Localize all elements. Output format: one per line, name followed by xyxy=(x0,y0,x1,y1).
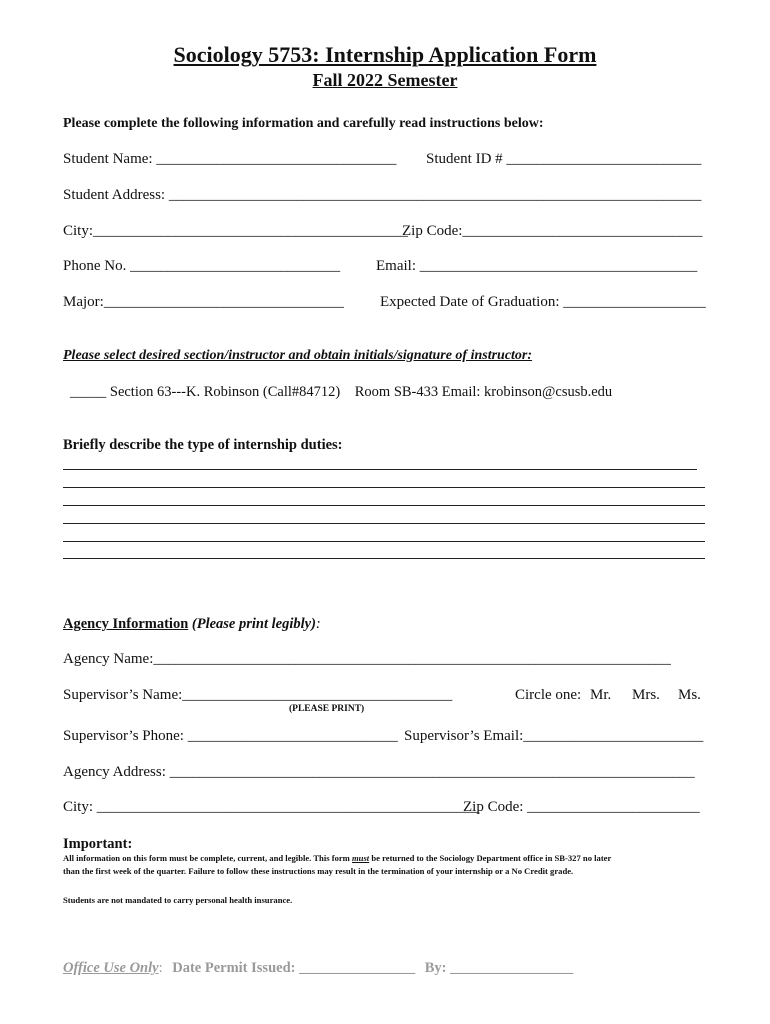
student-name-field[interactable]: Student Name: ________________________________ xyxy=(63,151,397,167)
duties-line-2[interactable] xyxy=(63,487,705,488)
duties-heading: Briefly describe the type of internship duties: xyxy=(63,437,343,453)
zip-code-field[interactable]: Zip Code:________________________________ xyxy=(402,223,703,239)
title-option-mr[interactable]: Mr. xyxy=(590,687,612,703)
student-id-field[interactable]: Student ID # __________________________ xyxy=(426,151,702,167)
section-heading: Please select desired section/instructor and obtain initials/signature of instructor: xyxy=(63,348,533,363)
issued-by-field[interactable]: By: _________________ xyxy=(424,960,574,976)
duties-line-1[interactable] xyxy=(63,469,697,470)
supervisor-phone-field[interactable]: Supervisor’s Phone: ____________________________ xyxy=(63,728,398,744)
important-line-2: than the first week of the quarter. Failure to follow these instructions may result in the termination of your internship or a No Credit grade. xyxy=(63,866,574,876)
duties-line-4[interactable] xyxy=(63,523,705,524)
office-use-row xyxy=(63,960,573,977)
student-address-field[interactable]: Student Address: _______________________________________________________________________ xyxy=(63,187,702,203)
date-permit-issued-field[interactable]: Date Permit Issued: ________________ xyxy=(172,960,416,976)
office-use-label: Office Use Only xyxy=(63,960,159,976)
agency-city-field[interactable]: City: ___________________________________________________ xyxy=(63,799,480,815)
agency-heading: Agency Information xyxy=(63,616,189,632)
please-print-note: (PLEASE PRINT) xyxy=(289,704,365,714)
agency-heading-note: (Please print legibly) xyxy=(191,616,316,632)
office-use-colon: : xyxy=(158,960,163,976)
duties-line-6[interactable] xyxy=(63,558,705,559)
agency-zip-field[interactable]: Zip Code: _______________________ xyxy=(463,799,700,815)
supervisor-name-field[interactable]: Supervisor’s Name:____________________________________ xyxy=(63,687,453,703)
agency-heading-row xyxy=(63,616,321,633)
phone-field[interactable]: Phone No. ____________________________ xyxy=(63,258,341,274)
important-heading: Important: xyxy=(63,836,133,852)
important-text-part-2: be returned to the Sociology Department office in SB-327 no later xyxy=(371,853,612,863)
important-must: must xyxy=(352,853,370,863)
city-field[interactable]: City:__________________________________________ xyxy=(63,223,409,239)
intro-text: Please complete the following information and carefully read instructions below: xyxy=(63,116,544,131)
circle-one-label: Circle one: xyxy=(515,687,582,703)
important-line-1 xyxy=(63,851,611,865)
duties-line-3[interactable] xyxy=(63,505,705,506)
title-option-ms[interactable]: Ms. xyxy=(678,687,701,703)
supervisor-email-field[interactable]: Supervisor’s Email:________________________ xyxy=(404,728,704,744)
insurance-note: Students are not mandated to carry personal health insurance. xyxy=(63,895,293,905)
agency-address-field[interactable]: Agency Address: ______________________________________________________________________ xyxy=(63,764,695,780)
major-field[interactable]: Major:________________________________ xyxy=(63,294,344,310)
duties-line-5[interactable] xyxy=(63,541,705,542)
page-title: Sociology 5753: Internship Application Form xyxy=(173,42,597,67)
graduation-date-field[interactable]: Expected Date of Graduation: ___________________ xyxy=(380,294,706,310)
title-option-mrs[interactable]: Mrs. xyxy=(632,687,660,703)
section-option[interactable]: _____ Section 63---K. Robinson (Call#84712) Room SB-433 Email: krobinson@csusb.edu xyxy=(70,384,613,400)
page-subtitle: Fall 2022 Semester xyxy=(312,70,458,90)
agency-name-field[interactable]: Agency Name:_____________________________________________________________________ xyxy=(63,651,671,667)
email-field[interactable]: Email: _____________________________________ xyxy=(376,258,698,274)
agency-heading-colon: : xyxy=(315,616,321,632)
important-text-part-1: All information on this form must be complete, current, and legible. This form xyxy=(63,853,350,863)
